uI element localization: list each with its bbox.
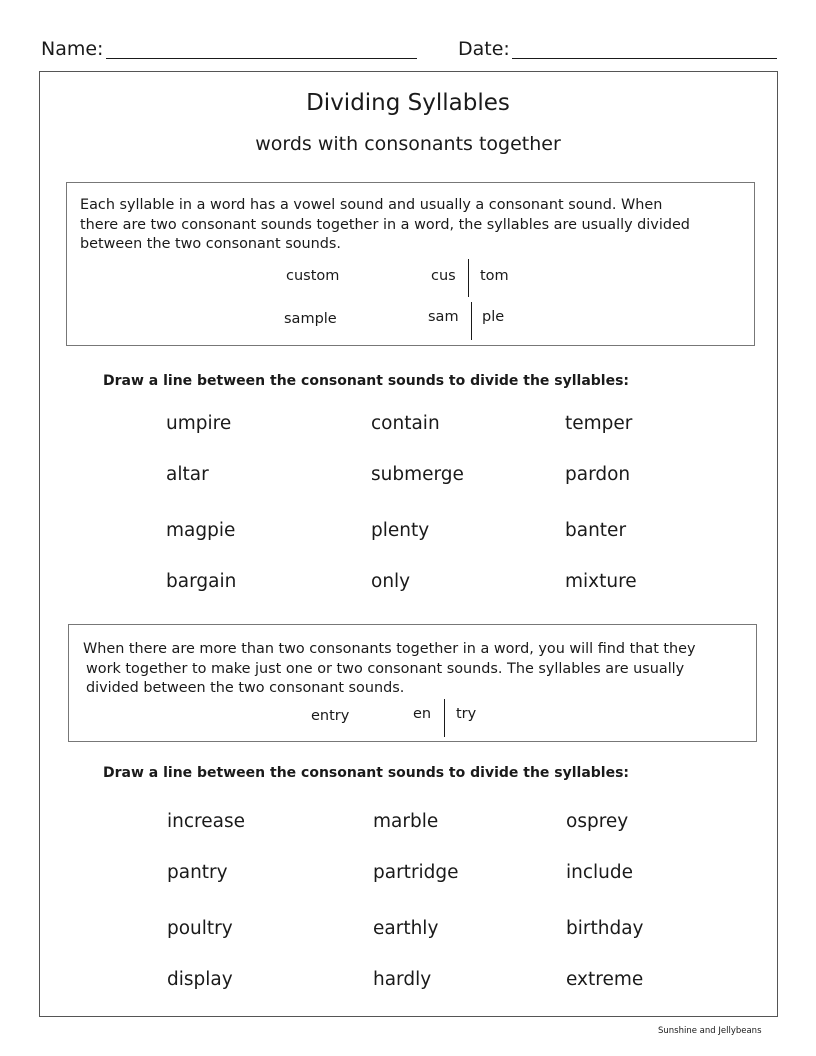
rule-2-line-2: work together to make just one or two consonant sounds. The syllables are usually [86, 660, 685, 677]
example-part-en: en [413, 706, 432, 722]
word-include[interactable]: include [566, 862, 634, 883]
word-marble[interactable]: marble [373, 811, 439, 832]
syllable-divider-line [468, 259, 469, 297]
word-display[interactable]: display [167, 969, 233, 990]
worksheet-subtitle: words with consonants together [255, 133, 561, 155]
name-label: Name: [41, 38, 104, 60]
rule-1-line-1: Each syllable in a word has a vowel sound and usually a consonant sound. When [80, 197, 663, 213]
word-osprey[interactable]: osprey [566, 811, 629, 832]
rule-1-line-2: there are two consonant sounds together in a word, the syllables are usually divided [80, 216, 690, 233]
instruction-2: Draw a line between the consonant sounds to divide the syllables: [103, 765, 630, 781]
example-part-ple: ple [482, 309, 505, 325]
example-part-tom: tom [480, 268, 509, 284]
example-word-sample: sample [284, 311, 337, 327]
instruction-1: Draw a line between the consonant sounds to divide the syllables: [103, 373, 630, 389]
name-field-line[interactable] [106, 58, 417, 59]
word-mixture[interactable]: mixture [565, 571, 637, 592]
date-field-line[interactable] [512, 58, 777, 59]
example-part-sam: sam [428, 309, 459, 325]
word-pardon[interactable]: pardon [565, 464, 631, 485]
word-birthday[interactable]: birthday [566, 918, 644, 939]
word-submerge[interactable]: submerge [371, 464, 464, 485]
word-banter[interactable]: banter [565, 520, 627, 541]
word-poultry[interactable]: poultry [167, 918, 233, 939]
example-part-try: try [456, 706, 477, 722]
word-extreme[interactable]: extreme [566, 969, 644, 990]
example-word-custom: custom [286, 268, 340, 284]
footer-credit: Sunshine and Jellybeans [658, 1026, 762, 1036]
word-partridge[interactable]: partridge [373, 862, 459, 883]
syllable-divider-line [471, 302, 472, 340]
word-pantry[interactable]: pantry [167, 862, 228, 883]
date-label: Date: [458, 38, 510, 60]
word-altar[interactable]: altar [166, 464, 209, 485]
word-increase[interactable]: increase [167, 811, 245, 832]
word-hardly[interactable]: hardly [373, 969, 432, 990]
rule-2-line-1: When there are more than two consonants together in a word, you will find that they [83, 641, 696, 657]
word-umpire[interactable]: umpire [166, 413, 232, 434]
example-word-entry: entry [311, 708, 350, 724]
word-bargain[interactable]: bargain [166, 571, 237, 592]
syllable-divider-line [444, 699, 445, 737]
word-plenty[interactable]: plenty [371, 520, 430, 541]
example-part-cus: cus [431, 268, 456, 284]
worksheet-title: Dividing Syllables [306, 90, 510, 116]
rule-2-line-3: divided between the two consonant sounds. [86, 680, 405, 696]
word-temper[interactable]: temper [565, 413, 633, 434]
word-magpie[interactable]: magpie [166, 520, 236, 541]
word-contain[interactable]: contain [371, 413, 440, 434]
word-earthly[interactable]: earthly [373, 918, 439, 939]
word-only[interactable]: only [371, 571, 411, 592]
rule-1-line-3: between the two consonant sounds. [80, 236, 341, 252]
